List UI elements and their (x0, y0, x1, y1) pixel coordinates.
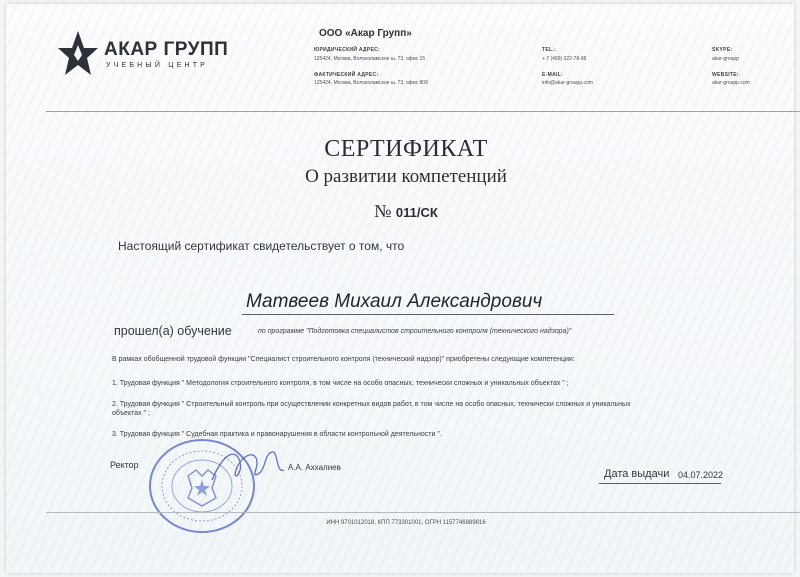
legal-address-label: ЮРИДИЧЕСКИЙ АДРЕС: (314, 47, 381, 53)
certificate-sheet (6, 4, 794, 573)
header-divider (46, 111, 800, 112)
tel-value: + 7 (499) 322-78-98 (542, 56, 587, 62)
tel-label: TEL.: (542, 47, 556, 53)
logo-subtitle: УЧЕБНЫЙ ЦЕНТР (106, 62, 209, 69)
skype-value: akar-groupp (712, 56, 739, 62)
name-underline (242, 314, 614, 315)
certificate-number (6, 201, 800, 222)
logo-name: АКАР ГРУПП (104, 39, 229, 60)
issue-date: 04.07.2022 (678, 470, 724, 480)
org-name: ООО «Акар Групп» (319, 28, 412, 39)
star-logo-icon (58, 31, 98, 75)
recipient-name: Матвеев Михаил Александрович (246, 291, 543, 312)
rector-signature-icon (206, 444, 292, 488)
passed-training-text: прошел(а) обучение (114, 324, 232, 338)
program-name: по программе "Подготовка специалистов строительного контроля (технического надзора)" (258, 328, 572, 335)
email-value: info@akar-groupp.com (542, 80, 593, 86)
issue-date-label: Дата выдачи (604, 468, 670, 480)
certificate-subtitle: О развитии компетенций (305, 166, 507, 187)
competence-intro: В рамках обобщенной трудовой функции "Специалист строительного контроля (технический надзор)" приобретены следующие компетенции: (112, 356, 575, 363)
company-requisites: ИНН 9701012018, КПП 773301001, ОГРН 1157746889816 (326, 520, 486, 526)
function-item-1: 1. Трудовая функция " Методология строительного контроля, в том числе на особо опасных, технически сложных и уникальных объектах " ; (112, 380, 569, 387)
email-label: E-MAIL: (542, 72, 563, 78)
function-item-3: 3. Трудовая функция " Судебная практика и правонарушения в области контрольной деятельности ". (112, 431, 442, 438)
legal-address: 125424, Москва, Волоколамское ш. 73, офис 15 (314, 56, 426, 62)
rector-name: А.А. Аххалиев (288, 463, 341, 472)
number-value: 011/СК (395, 205, 438, 220)
website-label: WEBSITE: (712, 72, 739, 78)
actual-address: 125424, Москва, Волоколамское ш. 73, офис 809 (314, 80, 428, 86)
function-item-2: 2. Трудовая функция " Строительный контроль при осуществлении конкретных видов работ, в том числе на особо опасных, технически сложных и уникальных объектах " ; (112, 401, 631, 417)
actual-address-label: ФАКТИЧЕСКИЙ АДРЕС: (314, 72, 379, 78)
number-prefix: № (374, 201, 392, 221)
skype-label: SKYPE: (712, 47, 733, 53)
rector-label: Ректор (110, 460, 139, 470)
intro-text: Настоящий сертификат свидетельствует о том, что (118, 239, 405, 253)
footer-divider (46, 512, 800, 513)
certificate-title: СЕРТИФИКАТ (324, 136, 488, 162)
website-value: akar-groupp.com (712, 80, 750, 86)
date-underline (599, 483, 721, 484)
